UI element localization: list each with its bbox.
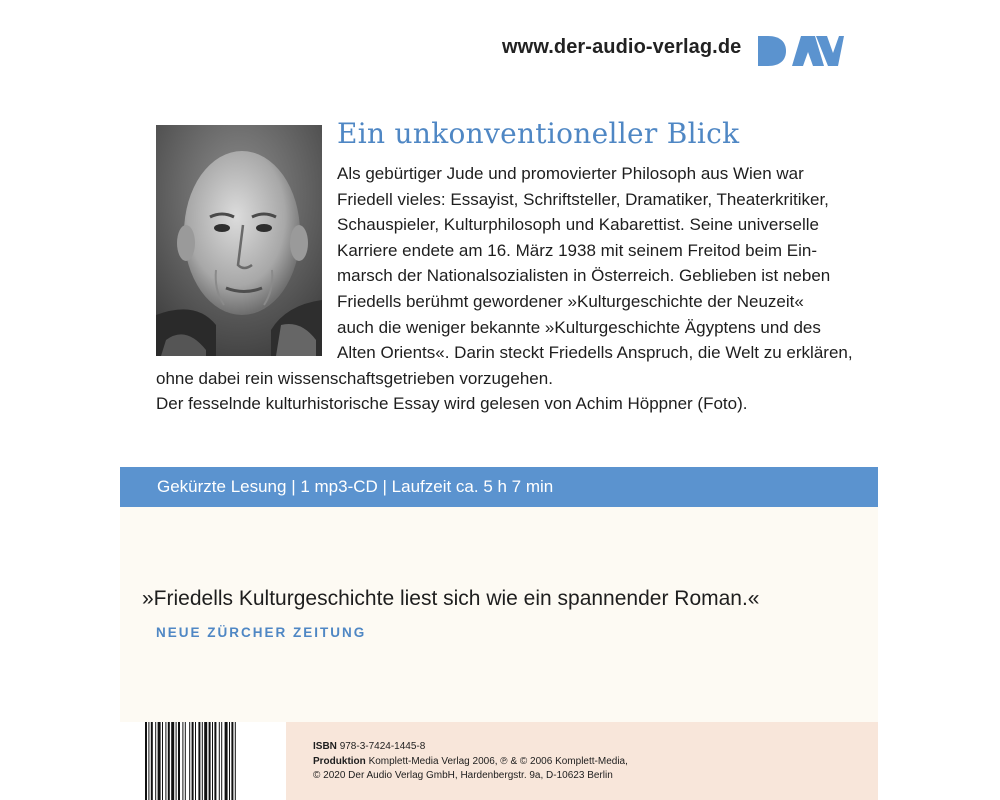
description-line: Karriere endete am 16. März 1938 mit seinem Freitod beim Ein- [337, 240, 817, 260]
description-line: Friedell vieles: Essayist, Schriftsteller, Dramatiker, Theaterkritiker, [337, 189, 829, 209]
isbn-label: ISBN [313, 741, 337, 752]
product-info-band [120, 467, 878, 507]
section-heading: Ein unkonventioneller Blick [337, 117, 740, 150]
description-line: Der fesselnde kulturhistorische Essay wird gelesen von Achim Höppner (Foto). [156, 394, 748, 414]
produktion-value: Komplett-Media Verlag 2006, ℗ & © 2006 Komplett-Media, [368, 755, 628, 767]
description-line: Schauspieler, Kulturphilosoph und Kabarettist. Seine universelle [337, 215, 819, 235]
barcode-area [120, 722, 286, 800]
produktion-label: Produktion [313, 755, 366, 767]
isbn-line [313, 741, 425, 752]
description-line: ohne dabei rein wissenschaftsgetrieben vorzugehen. [156, 368, 553, 388]
description-line: Alten Orients«. Darin steckt Friedells Anspruch, die Welt zu erklären, [337, 343, 853, 363]
isbn-value: 978-3-7424-1445-8 [339, 741, 426, 752]
description-line: auch die weniger bekannte »Kulturgeschichte Ägyptens und des [337, 317, 821, 337]
description-line: Als gebürtiger Jude und promovierter Philosoph aus Wien war [337, 164, 804, 183]
produktion-line [313, 756, 628, 767]
product-info-text: Gekürzte Lesung | 1 mp3-CD | Laufzeit ca. 5 h 7 min [157, 477, 554, 496]
review-quote: »Friedells Kulturgeschichte liest sich wie ein spannender Roman.« [142, 587, 760, 610]
imprint-panel [286, 722, 878, 800]
description-line: Friedells berühmt gewordener »Kulturgeschichte der Neuzeit« [337, 292, 804, 311]
review-source: NEUE ZÜRCHER ZEITUNG [156, 625, 367, 640]
publisher-line: © 2020 Der Audio Verlag GmbH, Hardenbergstr. 9a, D-10623 Berlin [313, 770, 613, 781]
description-line: marsch der Nationalsozialisten in Österreich. Geblieben ist neben [337, 266, 831, 286]
dav-logo [758, 36, 844, 66]
narrator-photo [156, 125, 322, 356]
barcode-icon [145, 722, 272, 800]
publisher-url[interactable]: www.der-audio-verlag.de [502, 36, 742, 58]
